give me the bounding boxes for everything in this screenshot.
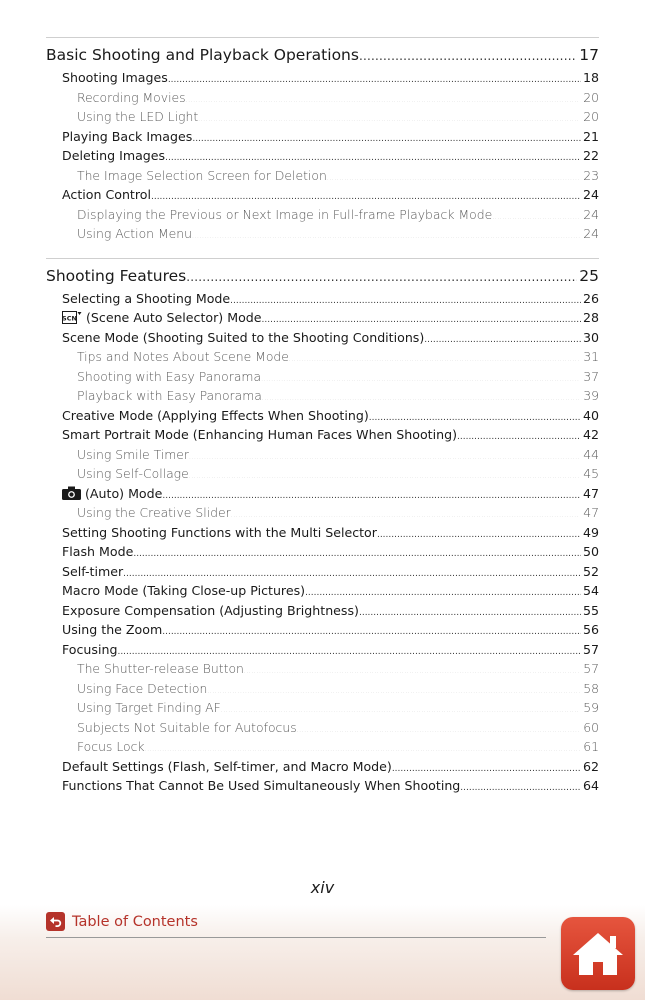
toc-page-number: 28 bbox=[582, 310, 599, 325]
toc-leader-dots bbox=[192, 130, 581, 150]
toc-entry-title bbox=[62, 757, 392, 777]
toc-page-number: 24 bbox=[583, 226, 599, 241]
toc-entry[interactable] bbox=[46, 425, 599, 445]
toc-page-number: 23 bbox=[583, 167, 599, 183]
toc-entry-text: Using the Zoom bbox=[62, 622, 163, 637]
toc-entry-title bbox=[77, 347, 289, 367]
toc-entry-title bbox=[62, 406, 369, 426]
toc-entry[interactable] bbox=[46, 581, 599, 601]
toc-entry[interactable] bbox=[46, 542, 599, 562]
toc-leader-dots bbox=[460, 779, 581, 799]
toc-page-number: 39 bbox=[583, 388, 599, 403]
toc-entry-title bbox=[62, 776, 460, 796]
toc-entry-text: Playback with Easy Panorama bbox=[77, 388, 262, 403]
toc-entry-text: Tips and Notes About Scene Mode bbox=[77, 349, 289, 364]
toc-entry-text: Using Action Menu bbox=[77, 226, 192, 241]
toc-entry-title bbox=[77, 107, 198, 127]
toc-entry-text: (Auto) Mode bbox=[85, 485, 163, 501]
toc-entry[interactable] bbox=[46, 289, 599, 309]
toc-page-number: 57 bbox=[583, 661, 599, 676]
toc-entry-text: Focusing bbox=[62, 641, 118, 657]
toc-entry[interactable] bbox=[46, 562, 599, 582]
toc-page-number: 22 bbox=[582, 148, 599, 163]
toc-page-number: 40 bbox=[582, 407, 599, 423]
toc-entry-text: Using the Creative Slider bbox=[77, 505, 231, 520]
toc-entry[interactable] bbox=[46, 737, 599, 757]
toc-entry[interactable] bbox=[46, 757, 599, 777]
toc-leader-dots bbox=[377, 526, 581, 546]
toc-leader-dots bbox=[207, 682, 580, 702]
toc-entry[interactable] bbox=[46, 601, 599, 621]
toc-entry-title bbox=[77, 679, 207, 699]
toc-page-number: 59 bbox=[583, 700, 599, 715]
toc-entry-title bbox=[62, 146, 165, 166]
toc-entry[interactable] bbox=[46, 127, 599, 147]
toc-entry-title bbox=[62, 68, 168, 88]
toc-entry-text: The Shutter-release Button bbox=[77, 661, 244, 676]
toc-page-number: 54 bbox=[582, 583, 599, 598]
toc-entry-text: Subjects Not Suitable for Autofocus bbox=[77, 719, 297, 735]
toc-entry-title bbox=[77, 718, 297, 738]
toc-entry[interactable] bbox=[46, 445, 599, 465]
toc-page-number: 21 bbox=[582, 128, 599, 144]
toc-section bbox=[46, 37, 599, 244]
page-number: xiv bbox=[310, 878, 335, 897]
toc-entry[interactable] bbox=[46, 308, 599, 328]
toc-entry[interactable] bbox=[46, 205, 599, 225]
toc-entry-title bbox=[77, 445, 189, 465]
toc-page-number: 64 bbox=[582, 778, 599, 793]
toc-entry-title bbox=[62, 185, 151, 205]
table-of-contents-link-label: Table of Contents bbox=[72, 913, 198, 930]
toc-entry[interactable] bbox=[46, 620, 599, 640]
toc-page-number: 20 bbox=[583, 109, 599, 124]
toc-entry-text: Recording Movies bbox=[77, 89, 186, 105]
toc-entry-title bbox=[46, 42, 359, 68]
toc-entry-text: Deleting Images bbox=[62, 148, 166, 163]
toc-entry-text: Creative Mode (Applying Effects When Shooting) bbox=[62, 407, 369, 423]
toc-entry[interactable] bbox=[46, 68, 599, 88]
toc-entry-title bbox=[77, 464, 189, 484]
toc-leader-dots bbox=[457, 428, 581, 448]
toc-page-number: 20 bbox=[583, 89, 599, 105]
toc-leader-dots bbox=[359, 604, 581, 624]
toc-leader-dots bbox=[424, 331, 581, 351]
toc-page-number: 52 bbox=[582, 563, 599, 579]
toc-entry-title bbox=[77, 386, 262, 406]
toc-leader-dots bbox=[186, 91, 581, 111]
toc-leader-dots bbox=[244, 662, 580, 682]
toc-entry[interactable] bbox=[46, 776, 599, 796]
toc-entry-text: Default Settings (Flash, Self-timer, and Macro Mode) bbox=[62, 758, 392, 774]
toc-page-number: 60 bbox=[583, 719, 599, 735]
toc-leader-dots bbox=[162, 623, 581, 643]
toc-entry[interactable] bbox=[46, 166, 599, 186]
toc-entry-title bbox=[62, 601, 359, 621]
toc-entry-title bbox=[62, 640, 117, 660]
toc-page-number: 31 bbox=[583, 349, 599, 364]
toc-leader-dots bbox=[186, 264, 577, 290]
toc-page-number: 47 bbox=[582, 485, 599, 501]
toc-entry-text: Focus Lock bbox=[77, 739, 145, 754]
toc-entry[interactable] bbox=[46, 367, 599, 387]
toc-entry-title bbox=[62, 562, 123, 582]
toc-entry-title bbox=[77, 224, 192, 244]
toc-entry-title bbox=[62, 523, 377, 543]
toc-entry[interactable] bbox=[46, 698, 599, 718]
toc-entry[interactable] bbox=[46, 640, 599, 660]
toc-entry[interactable] bbox=[46, 523, 599, 543]
toc-leader-dots bbox=[297, 721, 581, 741]
toc-entry-title bbox=[62, 484, 162, 506]
toc-entry-text: Action Control bbox=[62, 187, 151, 202]
svg-text:SCN: SCN bbox=[62, 314, 77, 323]
toc-entry-text: Smart Portrait Mode (Enhancing Human Faces When Shooting) bbox=[62, 427, 457, 442]
toc-entry[interactable] bbox=[46, 386, 599, 406]
toc-entry-text: Using Face Detection bbox=[77, 680, 208, 696]
toc-entry[interactable] bbox=[46, 679, 599, 699]
toc-page-number: 26 bbox=[582, 290, 599, 306]
toc-entry-text: Shooting Images bbox=[62, 70, 168, 85]
toc-entry-text: Basic Shooting and Playback Operations bbox=[46, 46, 359, 64]
toc-entry-text: Shooting Features bbox=[46, 266, 187, 285]
toc-page-number: 45 bbox=[583, 466, 599, 481]
toc-section bbox=[46, 258, 599, 796]
toc-page-number: 49 bbox=[582, 524, 599, 540]
toc-entry-text: Functions That Cannot Be Used Simultaneously When Shooting bbox=[62, 778, 461, 793]
toc-entry-text: Using Target Finding AF bbox=[77, 700, 221, 715]
toc-leader-dots bbox=[230, 292, 581, 312]
toc-page-number: 61 bbox=[583, 739, 599, 754]
toc-page-number: 50 bbox=[582, 544, 599, 559]
toc-leader-dots bbox=[359, 43, 577, 69]
toc-entry-text: Setting Shooting Functions with the Multi Selector bbox=[62, 524, 377, 540]
toc-entry-title bbox=[62, 127, 192, 147]
toc-entry-text: Exposure Compensation (Adjusting Brightness) bbox=[62, 602, 359, 618]
toc-entry[interactable] bbox=[46, 718, 599, 738]
toc-page-number: 24 bbox=[582, 187, 599, 202]
toc-entry[interactable] bbox=[46, 88, 599, 108]
toc-page-number: 47 bbox=[583, 505, 599, 520]
toc-leader-dots bbox=[492, 208, 580, 228]
footer-divider bbox=[46, 937, 546, 938]
toc-entry-text: Using the LED Light bbox=[77, 109, 199, 124]
back-arrow-icon bbox=[46, 912, 65, 931]
toc-entry-text: Self-timer bbox=[62, 563, 124, 579]
toc-leader-dots bbox=[327, 169, 580, 189]
toc-entry-text: Flash Mode bbox=[62, 544, 134, 559]
toc-entry-title bbox=[77, 367, 261, 387]
toc-entry[interactable] bbox=[46, 347, 599, 367]
toc-page-number: 17 bbox=[579, 46, 599, 64]
toc-entry-text: Using Self-Collage bbox=[77, 466, 189, 481]
toc-entry-title bbox=[77, 503, 231, 523]
toc-entry-text: (Scene Auto Selector) Mode bbox=[86, 310, 262, 325]
toc-leader-dots bbox=[168, 71, 581, 91]
toc-entry-title bbox=[62, 542, 133, 562]
toc-entry-text: Playing Back Images bbox=[62, 128, 193, 144]
toc-page-number: 37 bbox=[583, 368, 599, 384]
toc-entry[interactable] bbox=[46, 107, 599, 127]
toc-entry[interactable] bbox=[46, 328, 599, 348]
toc-leader-dots bbox=[198, 110, 580, 130]
toc-leader-dots bbox=[189, 467, 580, 487]
toc-page-number: 44 bbox=[583, 446, 599, 462]
toc-page-number: 42 bbox=[582, 427, 599, 442]
toc-entry-title bbox=[77, 698, 221, 718]
toc-entry-title bbox=[77, 737, 145, 757]
toc-entry-text: Using Smile Timer bbox=[77, 446, 189, 462]
toc-entry-text: Shooting with Easy Panorama bbox=[77, 368, 262, 384]
toc-leader-dots bbox=[189, 448, 580, 468]
toc-leader-dots bbox=[289, 350, 580, 370]
toc-leader-dots bbox=[261, 370, 580, 390]
toc-entry-title bbox=[62, 581, 305, 601]
toc-entry[interactable] bbox=[46, 659, 599, 679]
toc-entry[interactable] bbox=[46, 484, 599, 504]
toc-entry-text: Macro Mode (Taking Close-up Pictures) bbox=[62, 583, 306, 598]
toc-entry-title bbox=[77, 166, 327, 186]
toc-section-heading[interactable] bbox=[46, 42, 599, 68]
toc-page-number: 24 bbox=[583, 206, 599, 222]
toc-entry-title bbox=[62, 308, 262, 330]
toc-entry-text: Selecting a Shooting Mode bbox=[62, 290, 231, 306]
toc-leader-dots bbox=[133, 545, 581, 565]
toc-entry-text: The Image Selection Screen for Deletion bbox=[77, 167, 327, 183]
toc-entry[interactable] bbox=[46, 406, 599, 426]
toc-entry[interactable] bbox=[46, 224, 599, 244]
toc-page-number: 30 bbox=[582, 329, 599, 345]
toc-entry-title bbox=[62, 425, 457, 445]
home-button[interactable] bbox=[561, 917, 635, 990]
toc-entry[interactable] bbox=[46, 185, 599, 205]
toc-page-number: 56 bbox=[582, 622, 599, 637]
toc-entry-title bbox=[62, 328, 424, 348]
toc-leader-dots bbox=[192, 227, 580, 247]
toc-entry-text: Displaying the Previous or Next Image in Full-frame Playback Mode bbox=[77, 206, 493, 222]
toc-entry-text: Scene Mode (Shooting Suited to the Shooting Conditions) bbox=[62, 329, 425, 345]
toc-entry-title bbox=[77, 659, 244, 679]
toc-entry[interactable] bbox=[46, 146, 599, 166]
toc-page-number: 58 bbox=[583, 680, 599, 696]
toc-entry-title bbox=[77, 88, 186, 108]
toc-page-number: 55 bbox=[582, 602, 599, 618]
toc-page-number: 25 bbox=[579, 266, 599, 285]
table-of-contents bbox=[46, 37, 599, 796]
toc-entry-title bbox=[46, 263, 186, 289]
toc-entry[interactable] bbox=[46, 464, 599, 484]
toc-page-number: 62 bbox=[582, 758, 599, 774]
toc-section-heading[interactable] bbox=[46, 263, 599, 289]
toc-page-number: 57 bbox=[582, 641, 599, 657]
toc-page-number: 18 bbox=[582, 70, 599, 85]
toc-entry-title bbox=[62, 289, 230, 309]
home-icon bbox=[570, 929, 626, 979]
table-of-contents-link[interactable] bbox=[46, 912, 198, 931]
toc-entry-title bbox=[77, 205, 492, 225]
toc-entry[interactable] bbox=[46, 503, 599, 523]
toc-entry-title bbox=[62, 620, 162, 640]
